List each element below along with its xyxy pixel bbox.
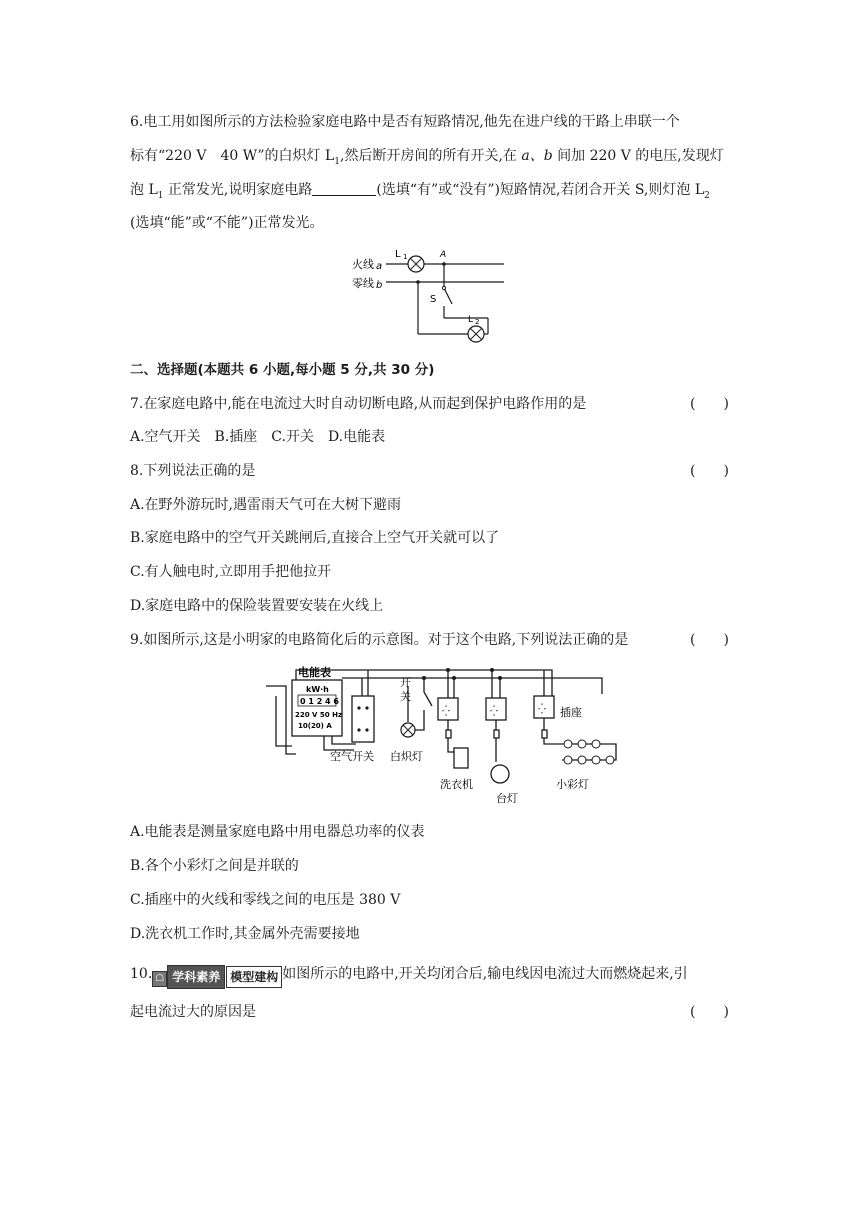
lamp-label: 白炽灯 <box>390 750 423 763</box>
svg-text:L: L <box>395 249 401 260</box>
q10-answer-paren[interactable]: ( ) <box>690 1004 729 1020</box>
switch-label: 开 <box>400 676 411 689</box>
q8-option-d: D.家庭电路中的保险装置要安装在火线上 <box>130 598 384 614</box>
literacy-icon: ☖ <box>152 971 167 987</box>
desk-lamp-label: 台灯 <box>496 792 518 805</box>
q8-stem: 8.下列说法正确的是 <box>130 463 256 479</box>
q6-circuit-figure <box>348 244 508 348</box>
socket-icon: ⁛ <box>490 706 498 717</box>
q8-option-a: A.在野外游玩时,遇雷雨天气可在大树下避雨 <box>130 497 402 513</box>
svg-text:关: 关 <box>400 690 411 703</box>
washer-label: 洗衣机 <box>440 778 473 791</box>
string-lights-label: 小彩灯 <box>556 778 589 791</box>
air-switch-label: 空气开关 <box>330 750 374 763</box>
q9-answer-paren[interactable]: ( ) <box>690 632 729 648</box>
subject-literacy-badge: ☖ 学科素养 模型建构 <box>152 965 282 989</box>
q8-option-c: C.有人触电时,立即用手把他拉开 <box>130 564 332 580</box>
q9-stem: 9.如图所示,这是小明家的电路简化后的示意图。对于这个电路,下列说法正确的是 <box>130 632 629 648</box>
svg-text:A: A <box>440 250 447 260</box>
q9-option-d: D.洗衣机工作时,其金属外壳需要接地 <box>130 926 360 942</box>
svg-text:a: a <box>376 261 383 272</box>
q6-line-1: 6.电工用如图所示的方法检验家庭电路中是否有短路情况,他先在进户线的干路上串联一个 <box>130 114 680 130</box>
q6-line-4: (选填“能”或“不能”)正常发光。 <box>130 215 324 231</box>
q8-option-b: B.家庭电路中的空气开关跳闸后,直接合上空气开关就可以了 <box>130 530 500 546</box>
q10-line-1: 10. ☖ 学科素养 模型建构 如图所示的电路中,开关均闭合后,输电线因电流过大而燃烧起来,引 <box>130 964 688 989</box>
q7-stem: 7.在家庭电路中,能在电流过大时自动切断电路,从而起到保护电路作用的是 <box>130 396 587 412</box>
q8-answer-paren[interactable]: ( ) <box>690 463 729 479</box>
q7-options: A.空气开关 B.插座 C.开关 D.电能表 <box>130 429 386 445</box>
q9-household-circuit-figure <box>262 660 624 808</box>
q9-option-c: C.插座中的火线和零线之间的电压是 380 V <box>130 892 401 908</box>
neutral-wire-label: 零线 <box>352 277 374 290</box>
svg-text:1: 1 <box>403 253 408 261</box>
meter-label: 电能表 <box>298 666 331 679</box>
switch-s-icon <box>444 288 452 304</box>
svg-text:10(20) A: 10(20) A <box>298 722 332 730</box>
svg-text:b: b <box>376 280 383 291</box>
socket-icon: ⁛ <box>442 706 450 717</box>
section-2-heading: 二、选择题(本题共 6 小题,每小题 5 分,共 30 分) <box>130 362 435 378</box>
q9-option-a: A.电能表是测量家庭电路中用电器总功率的仪表 <box>130 824 425 840</box>
fire-wire-label: 火线 <box>352 258 374 271</box>
q9-option-b: B.各个小彩灯之间是并联的 <box>130 858 299 874</box>
svg-text:kW·h: kW·h <box>306 685 329 694</box>
socket-label: 插座 <box>560 706 582 719</box>
socket-icon: ⁛ <box>538 704 546 715</box>
q6-line-3: 泡 $L_1$ 正常发光,说明家庭电路 (选填“有”或“没有”)短路情况,若闭合开关 S,则灯泡 $L_2$ <box>130 182 710 201</box>
svg-text:S: S <box>430 294 437 305</box>
q7-answer-paren[interactable]: ( ) <box>690 396 729 412</box>
svg-text:2: 2 <box>475 318 480 326</box>
q10-line-2: 起电流过大的原因是 <box>130 1004 256 1020</box>
svg-text:L: L <box>468 315 474 325</box>
meter-digits: 0 1 2 4 6 <box>300 697 339 706</box>
svg-text:220 V 50 Hz: 220 V 50 Hz <box>295 711 343 719</box>
answer-blank[interactable] <box>312 181 376 196</box>
q6-line-2: 标有“220 V 40 W”的白炽灯 $L_1$,然后断开房间的所有开关,在 a、b 间加 220 V 的电压,发现灯 <box>130 148 724 167</box>
